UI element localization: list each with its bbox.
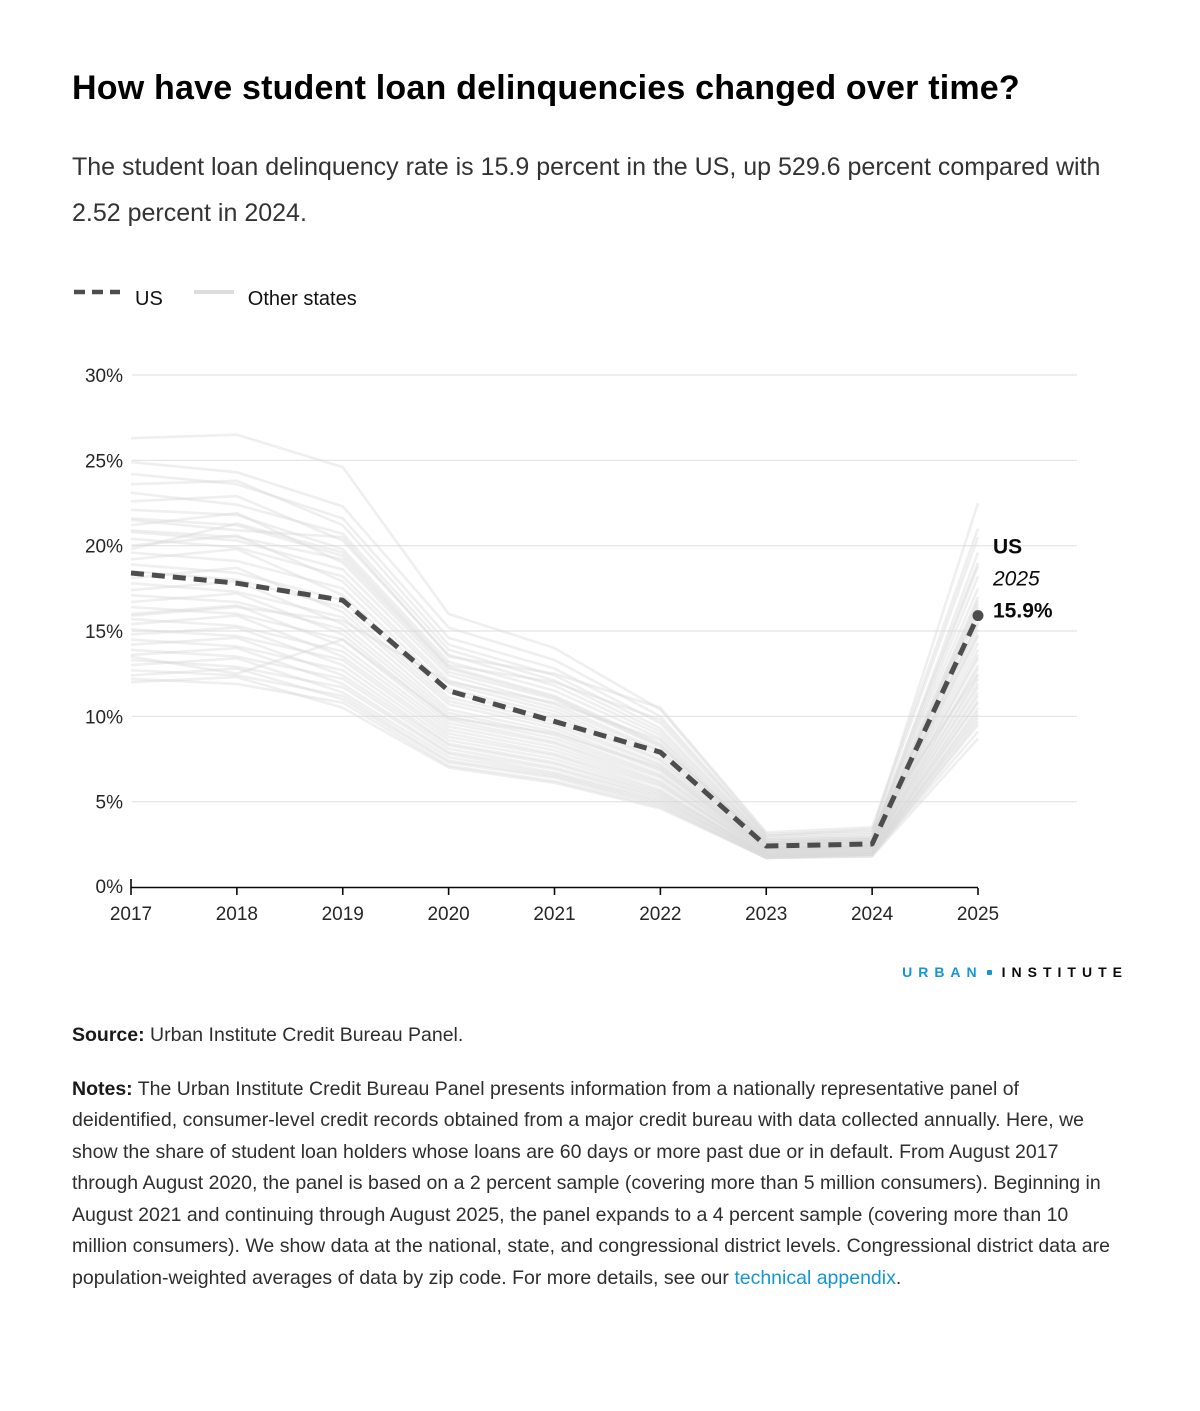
urban-institute-logo	[72, 964, 1128, 980]
notes-suffix: .	[895, 1266, 902, 1289]
us-dashed-swatch-icon	[72, 286, 122, 298]
legend-other-states-label: Other states	[247, 288, 357, 310]
x-tick-label: 2017	[109, 904, 153, 925]
y-tick-label: 30%	[84, 366, 123, 387]
source-note	[72, 1020, 1128, 1052]
x-tick-label: 2023	[745, 904, 788, 925]
logo-urban-text: URBAN	[902, 964, 983, 980]
x-tick-label: 2024	[850, 904, 894, 925]
technical-appendix-link[interactable]: technical appendix	[734, 1266, 896, 1289]
notes-label: Notes:	[72, 1077, 133, 1100]
chart-legend	[72, 288, 1128, 311]
us-endpoint-dot	[973, 610, 984, 621]
source-text: Urban Institute Credit Bureau Panel.	[144, 1024, 464, 1046]
notes-text: The Urban Institute Credit Bureau Panel presents information from a nationally representative panel of deidentified, consumer-level credit records obtained from a major credit bureau with data collected annually. Here, we show the share of student loan holders whose loans are 60 days or more past due or in default. From August 2017 through August 2020, the panel is based on a 2 percent sample (covering more than 5 million consumers). Beginning in August 2021 and continuing through August 2025, the panel expands to a 4 percent sample (covering more than 10 million consumers). We show data at the national, state, and congressional district levels. Congressional district data are population-weighted averages of data by zip code. For more details, see our	[72, 1077, 1110, 1289]
y-tick-label: 0%	[95, 877, 123, 898]
page-title: How have student loan delinquencies changed over time?	[72, 69, 1020, 107]
x-tick-label: 2022	[639, 904, 682, 925]
x-tick-label: 2018	[215, 904, 259, 925]
x-tick-label: 2019	[321, 904, 364, 925]
state-line	[131, 513, 978, 842]
y-tick-label: 15%	[84, 622, 123, 643]
us-annotation-year: 2025	[993, 567, 1040, 591]
y-tick-label: 10%	[84, 707, 123, 729]
legend-us-label: US	[135, 288, 163, 310]
y-tick-label: 25%	[84, 451, 123, 473]
logo-dot-icon	[987, 970, 992, 975]
us-annotation-name: US	[993, 535, 1023, 559]
legend-item-other-states	[193, 288, 357, 311]
x-tick-label: 2025	[956, 904, 1000, 925]
delinquency-line-chart	[72, 345, 1132, 945]
us-annotation-value: 15.9%	[993, 599, 1053, 623]
x-tick-label: 2021	[533, 904, 576, 925]
legend-item-us	[72, 288, 163, 311]
other-states-swatch-icon	[193, 286, 235, 298]
notes	[72, 1074, 1128, 1295]
y-tick-label: 20%	[84, 536, 123, 558]
chart-area	[72, 345, 1128, 950]
page-subtitle: The student loan delinquency rate is 15.9 percent in the US, up 529.6 percent compared with 2.52 percent in 2024.	[72, 153, 1101, 227]
logo-institute-text: INSTITUTE	[1001, 964, 1128, 980]
x-axis	[131, 879, 978, 888]
source-label: Source:	[72, 1024, 145, 1046]
y-tick-label: 5%	[95, 792, 123, 814]
x-tick-label: 2020	[427, 904, 470, 925]
